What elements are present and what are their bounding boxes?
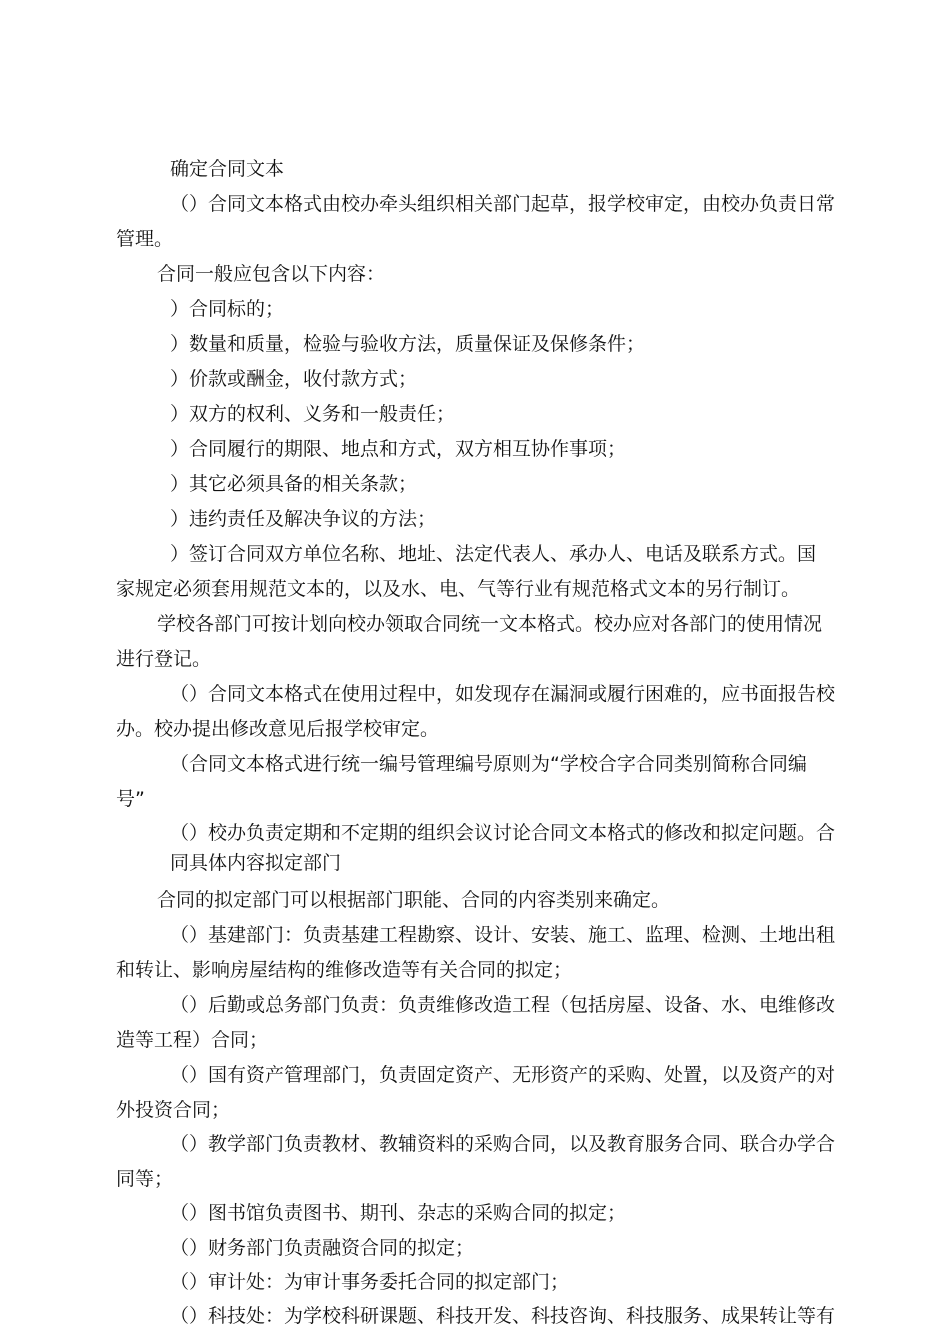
list-item: ）签订合同双方单位名称、地址、法定代表人、承办人、电话及联系方式。国 [170, 543, 817, 565]
list-item: ）合同标的； [170, 298, 285, 320]
paragraph-line: 外投资合同； [116, 1099, 231, 1121]
paragraph-line: 合同一般应包含以下内容： [157, 263, 386, 285]
paragraph-line: （）国有资产管理部门，负责固定资产、无形资产的采购、处置，以及资产的对 [170, 1064, 836, 1086]
paragraph-line: （）基建部门：负责基建工程勘察、设计、安装、施工、监理、检测、土地出租 [170, 924, 836, 946]
paragraph-line: 和转让、影响房屋结构的维修改造等有关合同的拟定； [116, 959, 573, 981]
section-heading: 同具体内容拟定部门 [170, 852, 342, 874]
list-item: ）合同履行的期限、地点和方式，双方相互协作事项； [170, 438, 627, 460]
paragraph-line: （）财务部门负责融资合同的拟定； [170, 1237, 475, 1259]
list-item: ）违约责任及解决争议的方法； [170, 508, 437, 530]
section-heading: 确定合同文本 [170, 158, 285, 180]
paragraph-line: 同等； [116, 1168, 174, 1190]
paragraph-line: 合同的拟定部门可以根据部门职能、合同的内容类别来确定。 [157, 889, 671, 911]
paragraph-line: 号” [116, 788, 145, 810]
paragraph-line: 管理。 [116, 228, 174, 250]
paragraph-line: （）审计处：为审计事务委托合同的拟定部门； [170, 1271, 570, 1293]
paragraph-line: 家规定必须套用规范文本的，以及水、电、气等行业有规范格式文本的另行制订。 [116, 578, 801, 600]
paragraph-line: （）后勤或总务部门负责：负责维修改造工程（包括房屋、设备、水、电维修改 [170, 994, 836, 1016]
paragraph-line: 办。校办提出修改意见后报学校审定。 [116, 718, 440, 740]
paragraph-line: （）校办负责定期和不定期的组织会议讨论合同文本格式的修改和拟定问题。合 [170, 822, 836, 844]
paragraph-line: （）合同文本格式在使用过程中，如发现存在漏洞或履行困难的，应书面报告校 [170, 683, 836, 705]
list-item: ）数量和质量，检验与验收方法，质量保证及保修条件； [170, 333, 646, 355]
paragraph-line: （）科技处：为学校科研课题、科技开发、科技咨询、科技服务、成果转让等有 [170, 1305, 836, 1327]
paragraph-line: （）合同文本格式由校办牵头组织相关部门起草，报学校审定，由校办负责日常 [170, 193, 836, 215]
paragraph-line: 学校各部门可按计划向校办领取合同统一文本格式。校办应对各部门的使用情况 [157, 613, 823, 635]
paragraph-line: 进行登记。 [116, 648, 212, 670]
paragraph-line: 造等工程）合同； [116, 1029, 269, 1051]
paragraph-line: （合同文本格式进行统一编号管理编号原则为“学校合字合同类别简称合同编 [170, 753, 807, 775]
paragraph-line: （）图书馆负责图书、期刊、杂志的采购合同的拟定； [170, 1202, 627, 1224]
paragraph-line: （）教学部门负责教材、教辅资料的采购合同，以及教育服务合同、联合办学合 [170, 1133, 836, 1155]
list-item: ）双方的权利、义务和一般责任； [170, 403, 456, 425]
list-item: ）其它必须具备的相关条款； [170, 473, 418, 495]
list-item: ）价款或酬金，收付款方式； [170, 368, 418, 390]
